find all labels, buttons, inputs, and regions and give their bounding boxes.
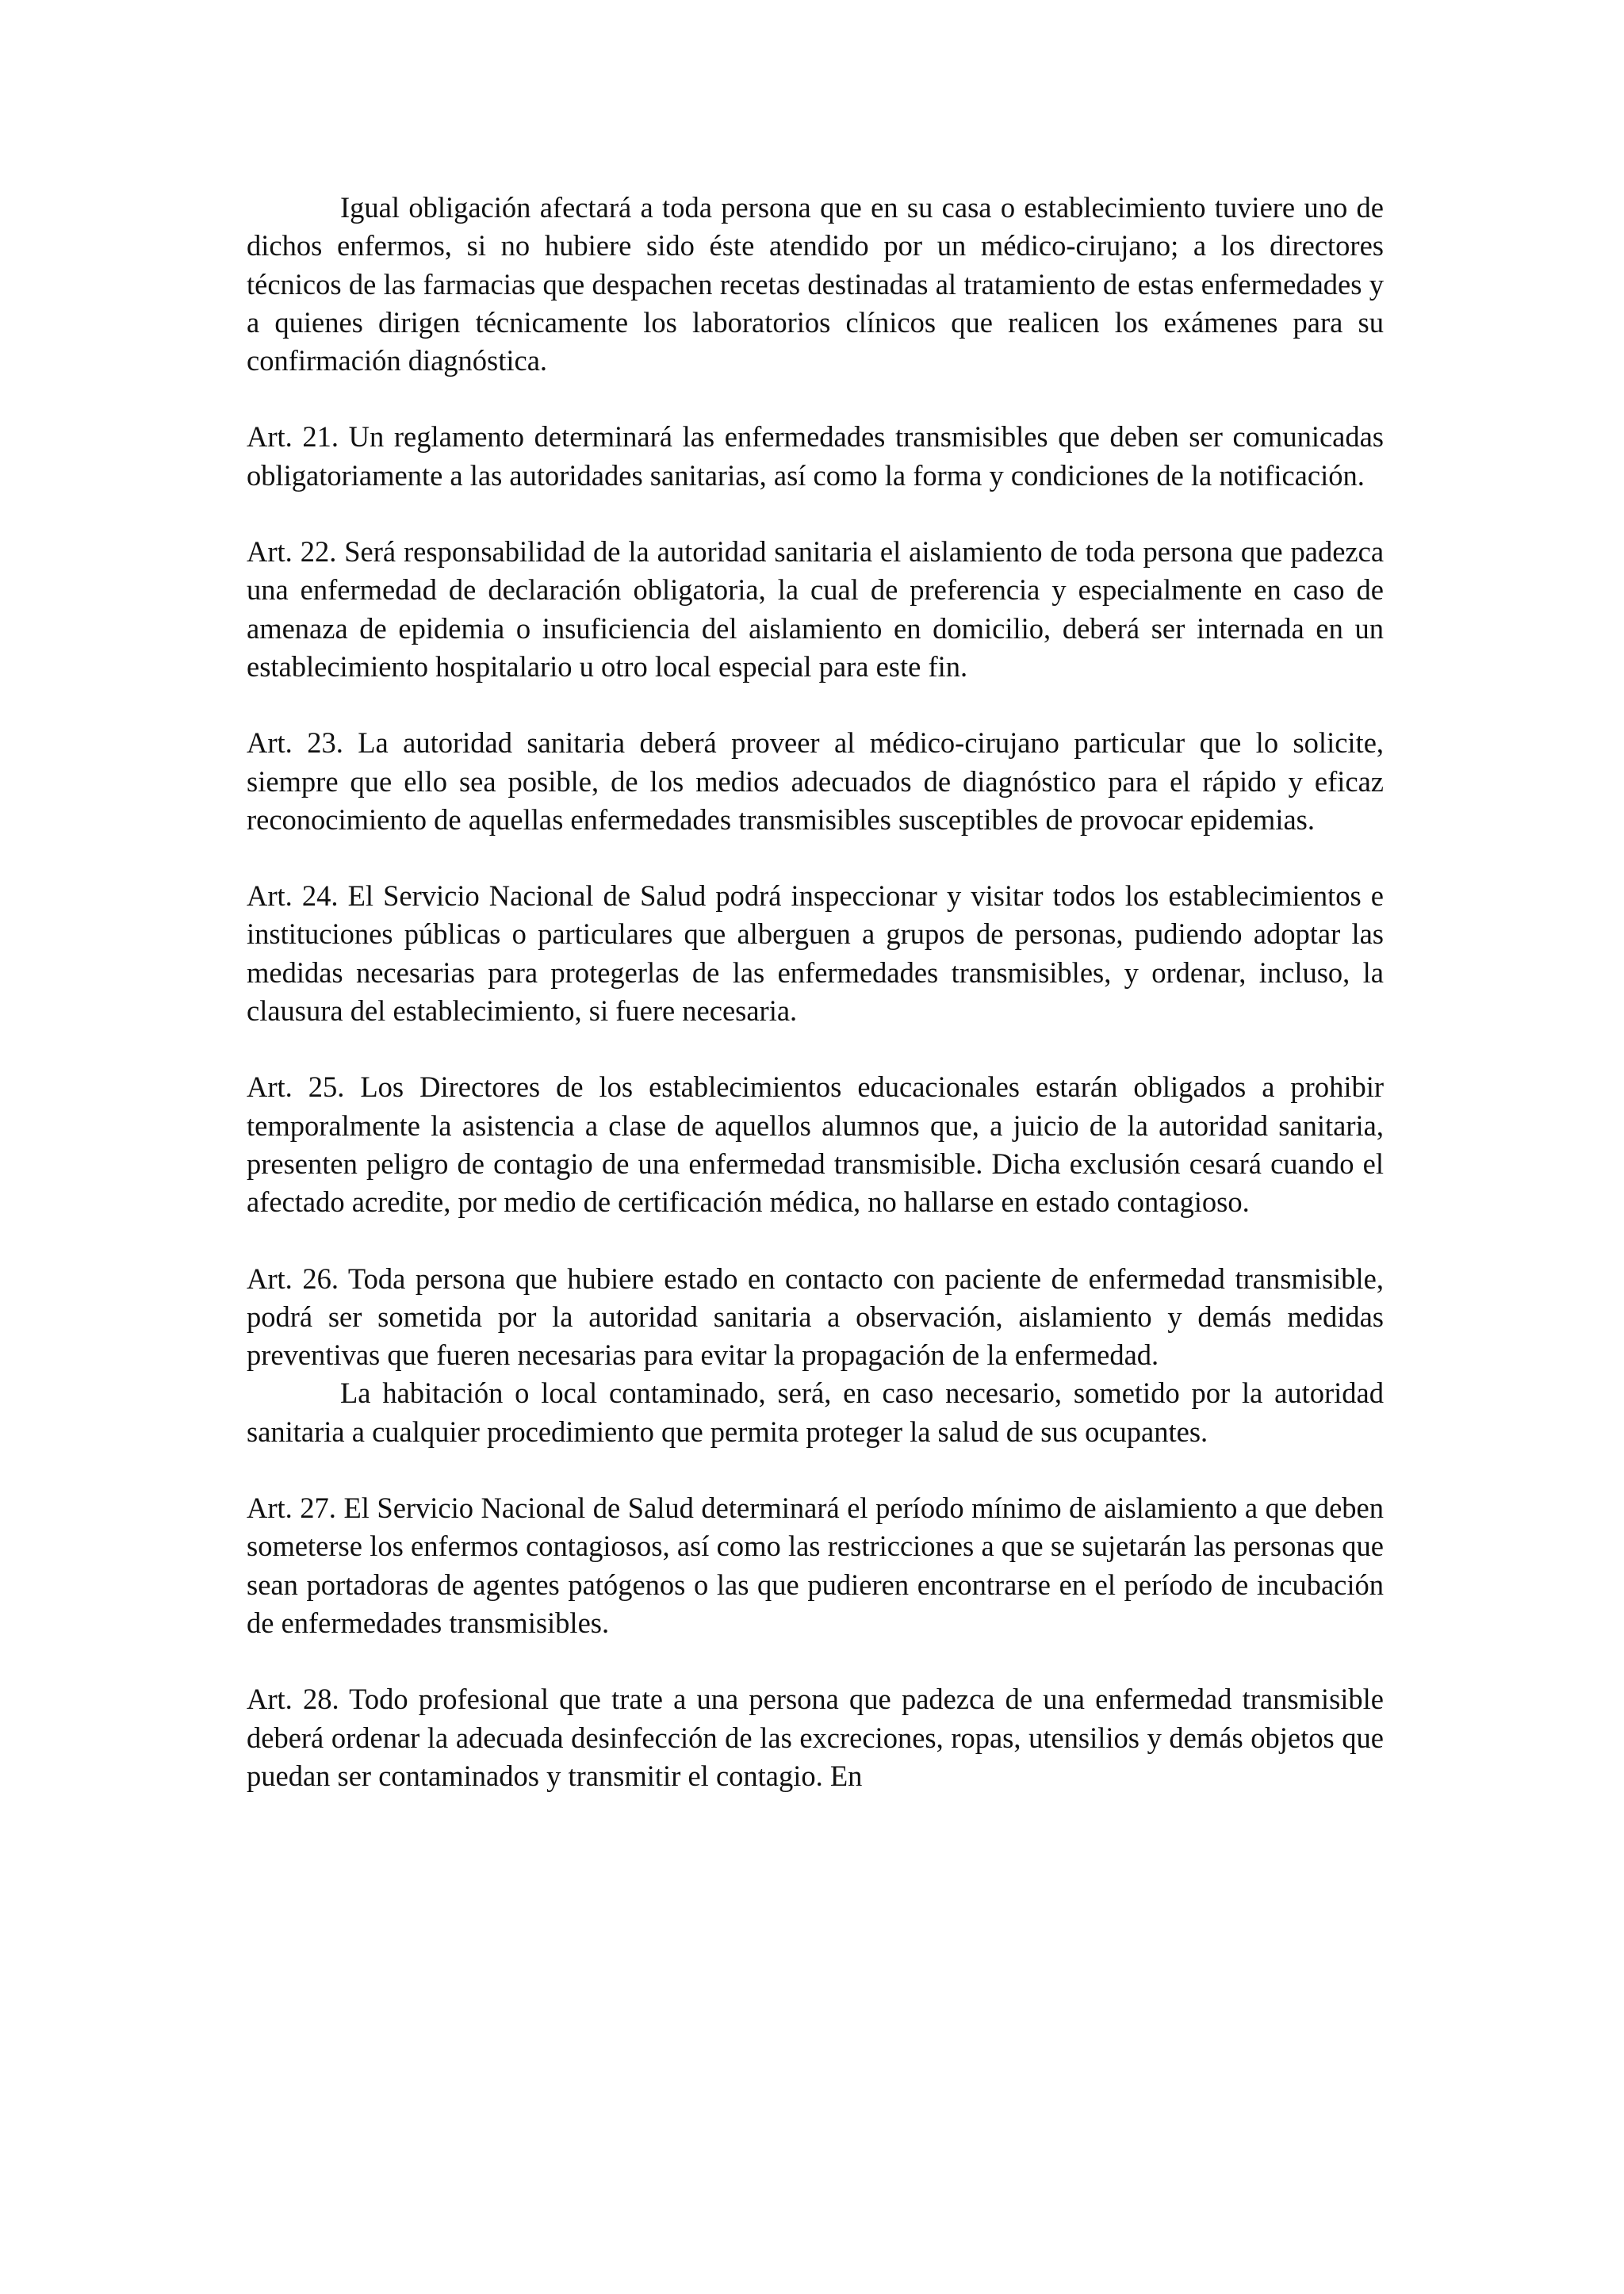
article-number: Art. 25. [247, 1070, 345, 1104]
paragraph-text: Igual obligación afectará a toda persona que en su casa o establecimiento tuviere uno de dichos enfermos, si no hubiere sido éste atendido por un médico-cirujano; a los directores técnicos de las farmacias que despachen recetas destinadas al tratamiento de estas enfermedades y a quienes dirigen técnicamente los laboratorios clínicos que realicen los exámenes para su confirmación diagnóstica. [247, 191, 1384, 377]
paragraph-art-24 [247, 877, 1384, 1030]
article-number: Art. 23. [247, 726, 343, 760]
article-number: Art. 27. [247, 1492, 336, 1525]
paragraph-art-27 [247, 1489, 1384, 1642]
paragraph-text: La autoridad sanitaria deberá proveer al médico-cirujano particular que lo solicite, siempre que ello sea posible, de los medios adecuados de diagnóstico para el rápido y eficaz reconocimiento de aquellas enfermedades transmisibles susceptibles de provocar epidemias. [247, 726, 1385, 836]
paragraph-text: Los Directores de los establecimientos educacionales estarán obligados a prohibir temporalmente la asistencia a clase de aquellos alumnos que, a juicio de la autoridad sanitaria, presenten peligro de contagio de una enfermedad transmisible. Dicha exclusión cesará cuando el afectado acredite, por medio de certificación médica, no hallarse en estado contagioso. [247, 1070, 1385, 1219]
paragraph-text: Todo profesional que trate a una persona que padezca de una enfermedad transmisible deberá ordenar la adecuada desinfección de las excreciones, ropas, utensilios y demás objetos que puedan ser contaminados y transmitir el contagio. En [247, 1683, 1385, 1792]
article-number: Art. 28. [247, 1683, 339, 1716]
article-number: Art. 26. [247, 1262, 339, 1295]
document-body [247, 189, 1384, 1795]
paragraph-art-25 [247, 1068, 1384, 1221]
article-number: Art. 22. [247, 535, 337, 569]
paragraph-art-28 [247, 1680, 1384, 1795]
paragraph-text: Toda persona que hubiere estado en contacto con paciente de enfermedad transmisible, podrá ser sometida por la autoridad sanitaria a observación, aislamiento y demás medidas preventivas que fueren necesarias para evitar la propagación de la enfermedad. [247, 1262, 1385, 1372]
paragraph-art-23 [247, 724, 1384, 839]
paragraph-text: El Servicio Nacional de Salud podrá inspeccionar y visitar todos los establecimientos e instituciones públicas o particulares que alberguen a grupos de personas, pudiendo adoptar las medidas necesarias para protegerlas de las enfermedades transmisibles, y ordenar, incluso, la clausura del establecimiento, si fuere necesaria. [247, 879, 1385, 1028]
paragraph-text: El Servicio Nacional de Salud determinará el período mínimo de aislamiento a que deben someterse los enfermos contagiosos, así como las restricciones a que se sujetarán las personas que sean portadoras de agentes patógenos o las que pudieren encontrarse en el período de incubación de enfermedades transmisibles. [247, 1492, 1384, 1639]
article-number: Art. 24. [247, 879, 339, 913]
paragraph-art-22 [247, 533, 1384, 686]
article-number: Art. 21. [247, 420, 339, 454]
paragraph-art-26-continuation [247, 1374, 1384, 1451]
paragraph-text: Será responsabilidad de la autoridad sanitaria el aislamiento de toda persona que padezca una enfermedad de declaración obligatoria, la cual de preferencia y especialmente en caso de amenaza de epidemia o insuficiencia del aislamiento en domicilio, deberá ser internada en un establecimiento hospitalario u otro local especial para este fin. [247, 535, 1385, 683]
paragraph-igual-obligacion [247, 189, 1384, 380]
paragraph-text: La habitación o local contaminado, será, en caso necesario, sometido por la autoridad sanitaria a cualquier procedimiento que permita proteger la salud de sus ocupantes. [247, 1377, 1384, 1448]
paragraph-art-21 [247, 418, 1384, 495]
paragraph-art-26 [247, 1260, 1384, 1375]
paragraph-text: Un reglamento determinará las enfermedades transmisibles que deben ser comunicadas obligatoriamente a las autoridades sanitarias, así como la forma y condiciones de la notificación. [247, 420, 1385, 492]
